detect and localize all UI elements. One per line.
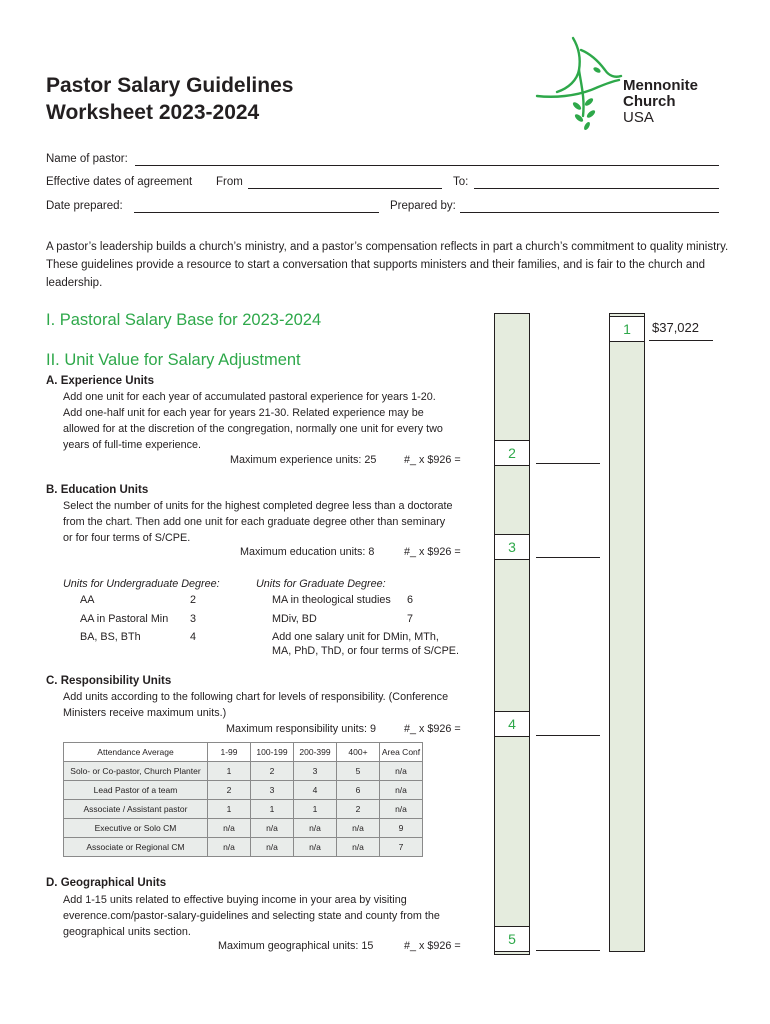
table-cell: n/a [251, 838, 294, 857]
table-cell: 2 [251, 762, 294, 781]
table-row [64, 838, 423, 857]
experience-heading: A. Experience Units [46, 375, 155, 387]
education-amount-line[interactable] [536, 557, 600, 558]
table-cell: n/a [251, 819, 294, 838]
experience-amount-line[interactable] [536, 463, 600, 464]
table-cell: 2 [337, 800, 380, 819]
table-cell: n/a [208, 819, 251, 838]
table-cell: 3 [251, 781, 294, 800]
table-header-cell: Area Conf [380, 743, 423, 762]
experience-text [63, 389, 483, 453]
geographical-amount-line[interactable] [536, 950, 600, 951]
line-3-box: 3 [494, 534, 530, 560]
education-heading: B. Education Units [46, 484, 149, 496]
date-prepared-label: Date prepared: [46, 200, 123, 212]
undergrad-degree: AA in Pastoral Min [80, 613, 169, 625]
table-header-cell: 400+ [337, 743, 380, 762]
prepared-by-label: Prepared by: [390, 200, 456, 212]
line-5-box: 5 [494, 926, 530, 952]
logo-line-1: Mennonite [623, 77, 698, 94]
table-cell: 1 [294, 800, 337, 819]
undergrad-units: 2 [190, 594, 197, 606]
experience-line: allowed for at the discretion of the congregation, normally one unit for every two [63, 423, 443, 435]
geographical-text [63, 892, 483, 940]
undergrad-degree: AA [80, 594, 95, 606]
table-cell: n/a [294, 819, 337, 838]
from-label: From [216, 176, 243, 188]
grad-degree: MA in theological studies [272, 594, 391, 606]
grad-units: 6 [407, 594, 414, 606]
responsibility-table [63, 742, 423, 857]
responsibility-calc: #_ x $926 = [404, 723, 461, 735]
title-line-2: Worksheet 2023-2024 [46, 101, 260, 124]
intro-paragraph: A pastor’s leadership builds a church’s ministry, and a pastor’s compensation reflects in part a church’s commitment to quality ministry. These guidelines provide a resource to start a conversation that supports ministers and their families, and is fair to the church and leadership. [46, 241, 729, 289]
education-line: or for four terms of S/CPE. [63, 532, 191, 544]
table-cell: 7 [380, 838, 423, 857]
prepared-by-field[interactable] [460, 212, 719, 213]
undergrad-units: 4 [190, 631, 197, 643]
table-cell: 6 [337, 781, 380, 800]
undergrad-degree: BA, BS, BTh [80, 631, 141, 643]
section-2-title: II. Unit Value for Salary Adjustment [46, 351, 301, 369]
salary-base-amount: $37,022 [652, 320, 699, 335]
line-4-box: 4 [494, 711, 530, 737]
date-prepared-field[interactable] [134, 212, 379, 213]
table-header-row [64, 743, 423, 762]
from-date-field[interactable] [248, 188, 442, 189]
table-cell: 1 [208, 762, 251, 781]
table-cell: 9 [380, 819, 423, 838]
education-text [63, 498, 483, 546]
table-row [64, 781, 423, 800]
table-cell: 1 [251, 800, 294, 819]
experience-line: Add one-half unit for each year for years 21-30. Related experience may be [63, 407, 424, 419]
table-cell: n/a [380, 781, 423, 800]
name-label: Name of pastor: [46, 153, 128, 165]
undergrad-units: 3 [190, 613, 197, 625]
responsibility-max: Maximum responsibility units: 9 [226, 723, 377, 735]
table-row [64, 819, 423, 838]
table-header-cell: 100-199 [251, 743, 294, 762]
section-1-title: I. Pastoral Salary Base for 2023-2024 [46, 311, 322, 329]
table-cell: Solo- or Co-pastor, Church Planter [64, 762, 208, 781]
experience-line: years of full-time experience. [63, 439, 202, 451]
table-cell: 5 [337, 762, 380, 781]
undergrad-title: Units for Undergraduate Degree: [63, 578, 220, 590]
table-cell: n/a [337, 838, 380, 857]
table-cell: 4 [294, 781, 337, 800]
grad-note-line-1: Add one salary unit for DMin, MTh, [272, 631, 439, 643]
responsibility-line: Ministers receive maximum units.) [63, 707, 227, 719]
education-max: Maximum education units: 8 [240, 546, 375, 558]
table-cell: Executive or Solo CM [64, 819, 208, 838]
table-cell: n/a [337, 819, 380, 838]
table-row [64, 762, 423, 781]
page-title [46, 72, 293, 126]
table-cell: Associate / Assistant pastor [64, 800, 208, 819]
table-cell: n/a [380, 800, 423, 819]
table-cell: n/a [208, 838, 251, 857]
geographical-max: Maximum geographical units: 15 [218, 940, 374, 952]
name-field[interactable] [135, 165, 719, 166]
title-line-1: Pastor Salary Guidelines [46, 74, 294, 97]
amount-column [609, 313, 645, 952]
to-date-field[interactable] [474, 188, 719, 189]
logo-line-2: Church [623, 93, 676, 110]
geographical-calc: #_ x $926 = [404, 940, 461, 952]
to-label: To: [453, 176, 469, 188]
grad-note-line-2: MA, PhD, ThD, or four terms of S/CPE. [272, 645, 460, 657]
experience-calc: #_ x $926 = [404, 454, 461, 466]
geographical-line: geographical units section. [63, 926, 191, 938]
table-cell: 1 [208, 800, 251, 819]
geographical-line: Add 1-15 units related to effective buying income in your area by visiting [63, 894, 407, 906]
grad-units: 7 [407, 613, 414, 625]
dove-logo-icon [535, 36, 625, 132]
logo-line-3: USA [623, 109, 654, 126]
grad-degree: MDiv, BD [272, 613, 317, 625]
table-header-cell: 200-399 [294, 743, 337, 762]
line-1-box: 1 [609, 316, 645, 342]
table-header-cell: 1-99 [208, 743, 251, 762]
effective-dates-label: Effective dates of agreement [46, 176, 193, 188]
table-cell: n/a [380, 762, 423, 781]
education-line: from the chart. Then add one unit for each graduate degree other than seminary [63, 516, 446, 528]
experience-line: Add one unit for each year of accumulated pastoral experience for years 1-20. [63, 391, 436, 403]
table-cell: n/a [294, 838, 337, 857]
responsibility-amount-line[interactable] [536, 735, 600, 736]
table-row [64, 800, 423, 819]
line-2-box: 2 [494, 440, 530, 466]
salary-base-line [649, 340, 713, 341]
table-cell: Lead Pastor of a team [64, 781, 208, 800]
education-calc: #_ x $926 = [404, 546, 461, 558]
grad-title: Units for Graduate Degree: [256, 578, 386, 590]
education-line: Select the number of units for the highest completed degree less than a doctorate [63, 500, 453, 512]
logo-wordmark [623, 78, 698, 126]
responsibility-heading: C. Responsibility Units [46, 675, 172, 687]
table-cell: Associate or Regional CM [64, 838, 208, 857]
table-cell: 3 [294, 762, 337, 781]
table-header-cell: Attendance Average [64, 743, 208, 762]
responsibility-text [63, 689, 483, 721]
geographical-heading: D. Geographical Units [46, 877, 167, 889]
experience-max: Maximum experience units: 25 [230, 454, 377, 466]
geographical-line: everence.com/pastor-salary-guidelines and selecting state and county from the [63, 910, 440, 922]
responsibility-line: Add units according to the following chart for levels of responsibility. (Conference [63, 691, 449, 703]
table-cell: 2 [208, 781, 251, 800]
units-column [494, 313, 530, 955]
